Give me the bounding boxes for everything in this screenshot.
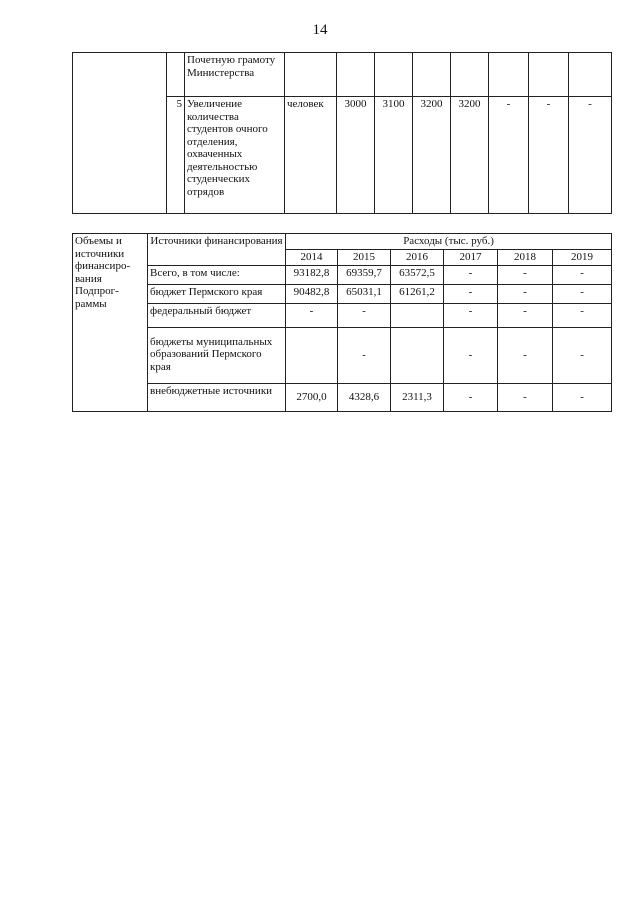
indicator-value: 3200 — [451, 97, 489, 214]
value-cell: 2700,0 — [286, 383, 338, 411]
financing-table — [72, 233, 612, 412]
source-name: федеральный бюджет — [148, 303, 286, 327]
indicator-unit: человек — [285, 97, 337, 214]
financing-label: Объемы и источники финансиро-вания Подпрог-раммы — [73, 234, 148, 412]
indicator-value: 3000 — [337, 97, 375, 214]
indicator-value: - — [529, 97, 569, 214]
value-cell: - — [498, 383, 553, 411]
expenses-header: Расходы (тыс. руб.) — [286, 234, 612, 250]
value-cell: 4328,6 — [338, 383, 391, 411]
value-cell: - — [444, 284, 498, 303]
year-header: 2017 — [444, 250, 498, 266]
indicator-row-continuation — [73, 53, 612, 97]
table-row — [73, 265, 612, 284]
value-cell: 63572,5 — [391, 265, 444, 284]
year-header: 2018 — [498, 250, 553, 266]
value-cell — [391, 327, 444, 383]
value-cell: - — [498, 327, 553, 383]
indicators-table — [72, 52, 612, 214]
value-cell: - — [553, 327, 612, 383]
sources-header: Источники финансирования — [148, 234, 286, 266]
source-name: бюджет Пермского края — [148, 284, 286, 303]
value-cell: - — [444, 327, 498, 383]
source-name: Всего, в том числе: — [148, 265, 286, 284]
value-cell: - — [498, 303, 553, 327]
value-cell: 90482,8 — [286, 284, 338, 303]
value-cell — [286, 327, 338, 383]
value-cell: - — [444, 383, 498, 411]
value-cell — [391, 303, 444, 327]
value-cell: - — [553, 303, 612, 327]
value-cell: - — [338, 327, 391, 383]
indicator-number: 5 — [167, 97, 185, 214]
value-cell: 61261,2 — [391, 284, 444, 303]
value-cell: - — [498, 265, 553, 284]
indicator-text: Увеличение количества студентов очного отделения, охваченных деятельностью студенческих отрядов — [185, 97, 285, 214]
value-cell: - — [553, 383, 612, 411]
table-row — [73, 303, 612, 327]
year-header: 2016 — [391, 250, 444, 266]
table-row — [73, 327, 612, 383]
indicator-value: - — [489, 97, 529, 214]
indicator-value: 3100 — [375, 97, 413, 214]
value-cell: - — [553, 284, 612, 303]
value-cell: - — [553, 265, 612, 284]
year-header: 2015 — [338, 250, 391, 266]
empty-cell — [167, 53, 185, 97]
value-cell: - — [498, 284, 553, 303]
source-name: внебюджетные источники — [148, 383, 286, 411]
indicator-value: - — [569, 97, 612, 214]
table-row — [73, 383, 612, 411]
value-cell: - — [286, 303, 338, 327]
page-number: 14 — [312, 22, 328, 38]
value-cell: - — [444, 303, 498, 327]
value-cell: 65031,1 — [338, 284, 391, 303]
value-cell: 2311,3 — [391, 383, 444, 411]
year-header: 2019 — [553, 250, 612, 266]
value-cell: - — [338, 303, 391, 327]
source-name: бюджеты муниципальных образований Пермского края — [148, 327, 286, 383]
indicator-text: Почетную грамоту Министерства — [185, 53, 285, 97]
year-header: 2014 — [286, 250, 338, 266]
value-cell: 69359,7 — [338, 265, 391, 284]
value-cell: - — [444, 265, 498, 284]
table-row — [73, 284, 612, 303]
indicator-value: 3200 — [413, 97, 451, 214]
value-cell: 93182,8 — [286, 265, 338, 284]
empty-cell — [73, 53, 167, 214]
